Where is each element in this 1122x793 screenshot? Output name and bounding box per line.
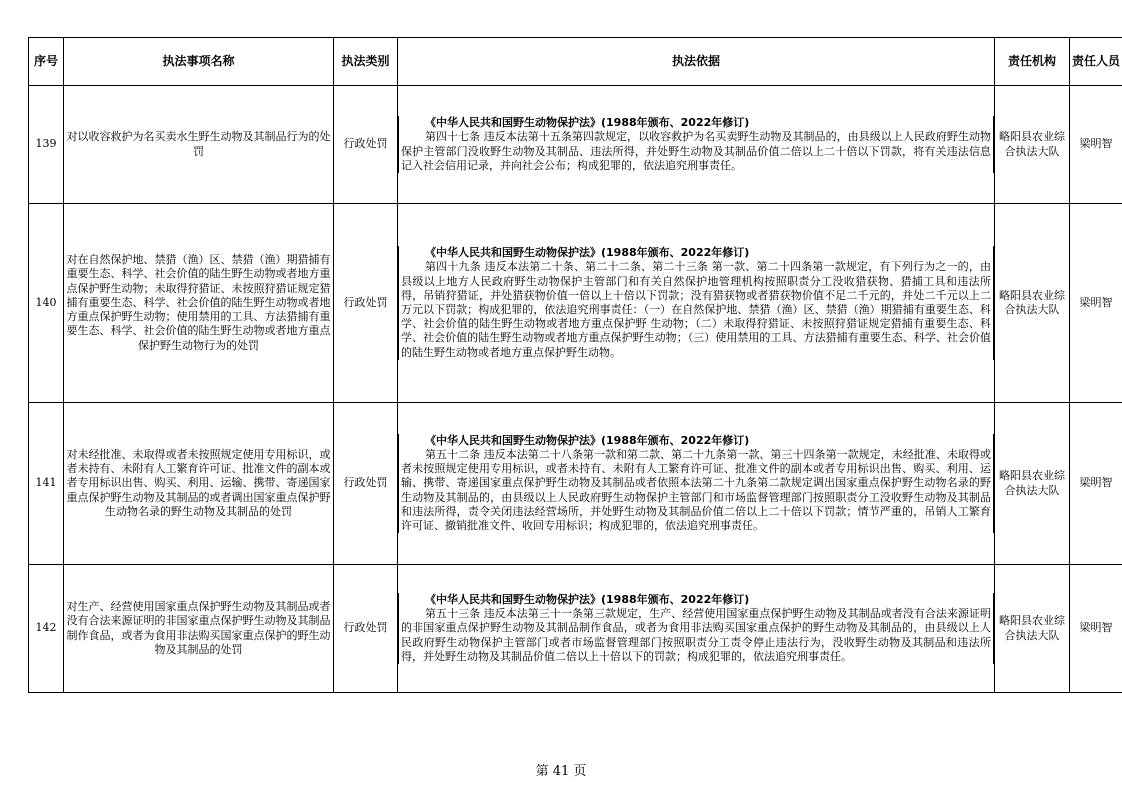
law-article: 第四十九条 违反本法第二十条、第二十二条、第二十三条 第一款、第二十四条第一款规定，有下列行为之一的，由县级以上地方人民政府野生动物保护主管部门和有关自然保护地管理机构按照职责分工没收猎获物、猎捕工具和违法所得，吊销狩猎证，并处猎获物价值一倍以上十倍以下罚款；没有猎获物或者猎获物价值不足二千元的，并处二千元以上二万元以下罚款；构成犯罪的，依法追究刑事责任：（一）在自然保护地、禁猎（渔）区、禁猎（渔）期猎捕有重要生态、科学、社会价值的陆生野生动物或者地方重点保护野 生动物；（二）未取得狩猎证、未按照狩猎证规定猎捕有重要生态、科学、社会价值的陆生野生动物或者地方重点保护野生动物；（三）使用禁用的工具、方法猎捕有重要生态、科学、社会价值的陆生野生动物或者地方重点保护野生动物。 bbox=[401, 260, 991, 359]
row-category: 行政处罚 bbox=[334, 86, 398, 204]
header-basis: 执法依据 bbox=[398, 38, 995, 86]
row-seq: 141 bbox=[29, 403, 64, 565]
row-person: 梁明智 bbox=[1070, 403, 1122, 565]
row-name: 对生产、经营使用国家重点保护野生动物及其制品或者没有合法来源证明的非国家重点保护野生动物及其制品制作食品，或者为食用非法购买国家重点保护的野生动物及其制品的处罚 bbox=[64, 565, 334, 693]
row-category: 行政处罚 bbox=[334, 565, 398, 693]
row-category: 行政处罚 bbox=[334, 403, 398, 565]
row-basis bbox=[398, 403, 995, 565]
row-basis bbox=[398, 86, 995, 204]
row-org: 略阳县农业综合执法大队 bbox=[995, 86, 1070, 204]
row-category: 行政处罚 bbox=[334, 204, 398, 403]
header-name: 执法事项名称 bbox=[64, 38, 334, 86]
row-name: 对未经批准、未取得或者未按照规定使用专用标识，或者未持有、未附有人工繁育许可证、批准文件的副本或者专用标识出售、购买、利用、运输、携带、寄递国家重点保护野生动物及其制品的或者调出国家重点保护野生动物名录的野生动物及其制品的处罚 bbox=[64, 403, 334, 565]
table-row bbox=[29, 86, 1122, 204]
row-name: 对以收容救护为名买卖水生野生动物及其制品行为的处罚 bbox=[64, 86, 334, 204]
law-article: 第四十七条 违反本法第十五条第四款规定，以收容救护为名买卖野生动物及其制品的，由县级以上人民政府野生动物保护主管部门没收野生动物及其制品、违法所得，并处野生动物及其制品价值二倍以上二十倍以下罚款，将有关违法信息记入社会信用记录，并向社会公布；构成犯罪的，依法追究刑事责任。 bbox=[401, 130, 991, 172]
header-org: 责任机构 bbox=[995, 38, 1070, 86]
row-seq: 140 bbox=[29, 204, 64, 403]
header-category: 执法类别 bbox=[334, 38, 398, 86]
law-title: 《中华人民共和国野生动物保护法》(1988年颁布、2022年修订) bbox=[425, 592, 750, 606]
row-seq: 142 bbox=[29, 565, 64, 693]
row-person: 梁明智 bbox=[1070, 204, 1122, 403]
law-title: 《中华人民共和国野生动物保护法》(1988年颁布、2022年修订) bbox=[425, 116, 750, 130]
law-title: 《中华人民共和国野生动物保护法》(1988年颁布、2022年修订) bbox=[425, 246, 750, 260]
header-seq: 序号 bbox=[29, 38, 64, 86]
law-article: 第五十二条 违反本法第二十八条第一款和第二款、第二十九条第一款、第三十四条第一款规定，未经批准、未取得或者未按照规定使用专用标识，或者未持有、未附有人工繁育许可证、批准文件的副本或者专用标识出售、购买、利用、运输、携带、寄递国家重点保护野生动物及其制品或者依照本法第二十九条第二款规定调出国家重点保护野生动物名录的野生动物及其制品的，由县级以上人民政府野生动物保护主管部门和市场监督管理部门按照职责分工没收野生动物及其制品和违法所得，责令关闭违法经营场所，并处野生动物及其制品价值二倍以上二十倍以下罚款；情节严重的，吊销人工繁育许可证、撤销批准文件、收回专用标识；构成犯罪的，依法追究刑事责任。 bbox=[401, 447, 991, 532]
header-row bbox=[29, 38, 1122, 86]
row-org: 略阳县农业综合执法大队 bbox=[995, 204, 1070, 403]
header-person: 责任人员 bbox=[1070, 38, 1122, 86]
page-number: 第 41 页 bbox=[535, 764, 587, 779]
row-org: 略阳县农业综合执法大队 bbox=[995, 565, 1070, 693]
law-article: 第五十三条 违反本法第三十一条第三款规定，生产、经营使用国家重点保护野生动物及其制品或者没有合法来源证明的非国家重点保护野生动物及其制品制作食品，或者为食用非法购买国家重点保护的野生动物及其制品的，由县级以上人民政府野生动物保护主管部门或者市场监督管理部门按照职责分工责令停止违法行为，没收野生动物及其制品和违法所得，并处野生动物及其制品价值二倍以上十倍以下的罚款；构成犯罪的，依法追究刑事责任。 bbox=[401, 607, 991, 663]
table-row bbox=[29, 204, 1122, 403]
table-row bbox=[29, 403, 1122, 565]
enforcement-table bbox=[28, 37, 1122, 693]
row-name: 对在自然保护地、禁猎（渔）区、禁猎（渔）期猎捕有重要生态、科学、社会价值的陆生野生动物或者地方重点保护野生动物；未取得狩猎证、未按照狩猎证规定猎捕有重要生态、科学、社会价值的陆生野生动物或者地方重点保护野生动物；使用禁用的工具、方法猎捕有重要生态、科学、社会价值的陆生野生动物或者地方重点保护野生动物行为的处罚 bbox=[64, 204, 334, 403]
row-basis bbox=[398, 565, 995, 693]
row-org: 略阳县农业综合执法大队 bbox=[995, 403, 1070, 565]
table-row bbox=[29, 565, 1122, 693]
row-person: 梁明智 bbox=[1070, 86, 1122, 204]
row-basis bbox=[398, 204, 995, 403]
row-seq: 139 bbox=[29, 86, 64, 204]
law-title: 《中华人民共和国野生动物保护法》(1988年颁布、2022年修订) bbox=[425, 433, 750, 447]
row-person: 梁明智 bbox=[1070, 565, 1122, 693]
